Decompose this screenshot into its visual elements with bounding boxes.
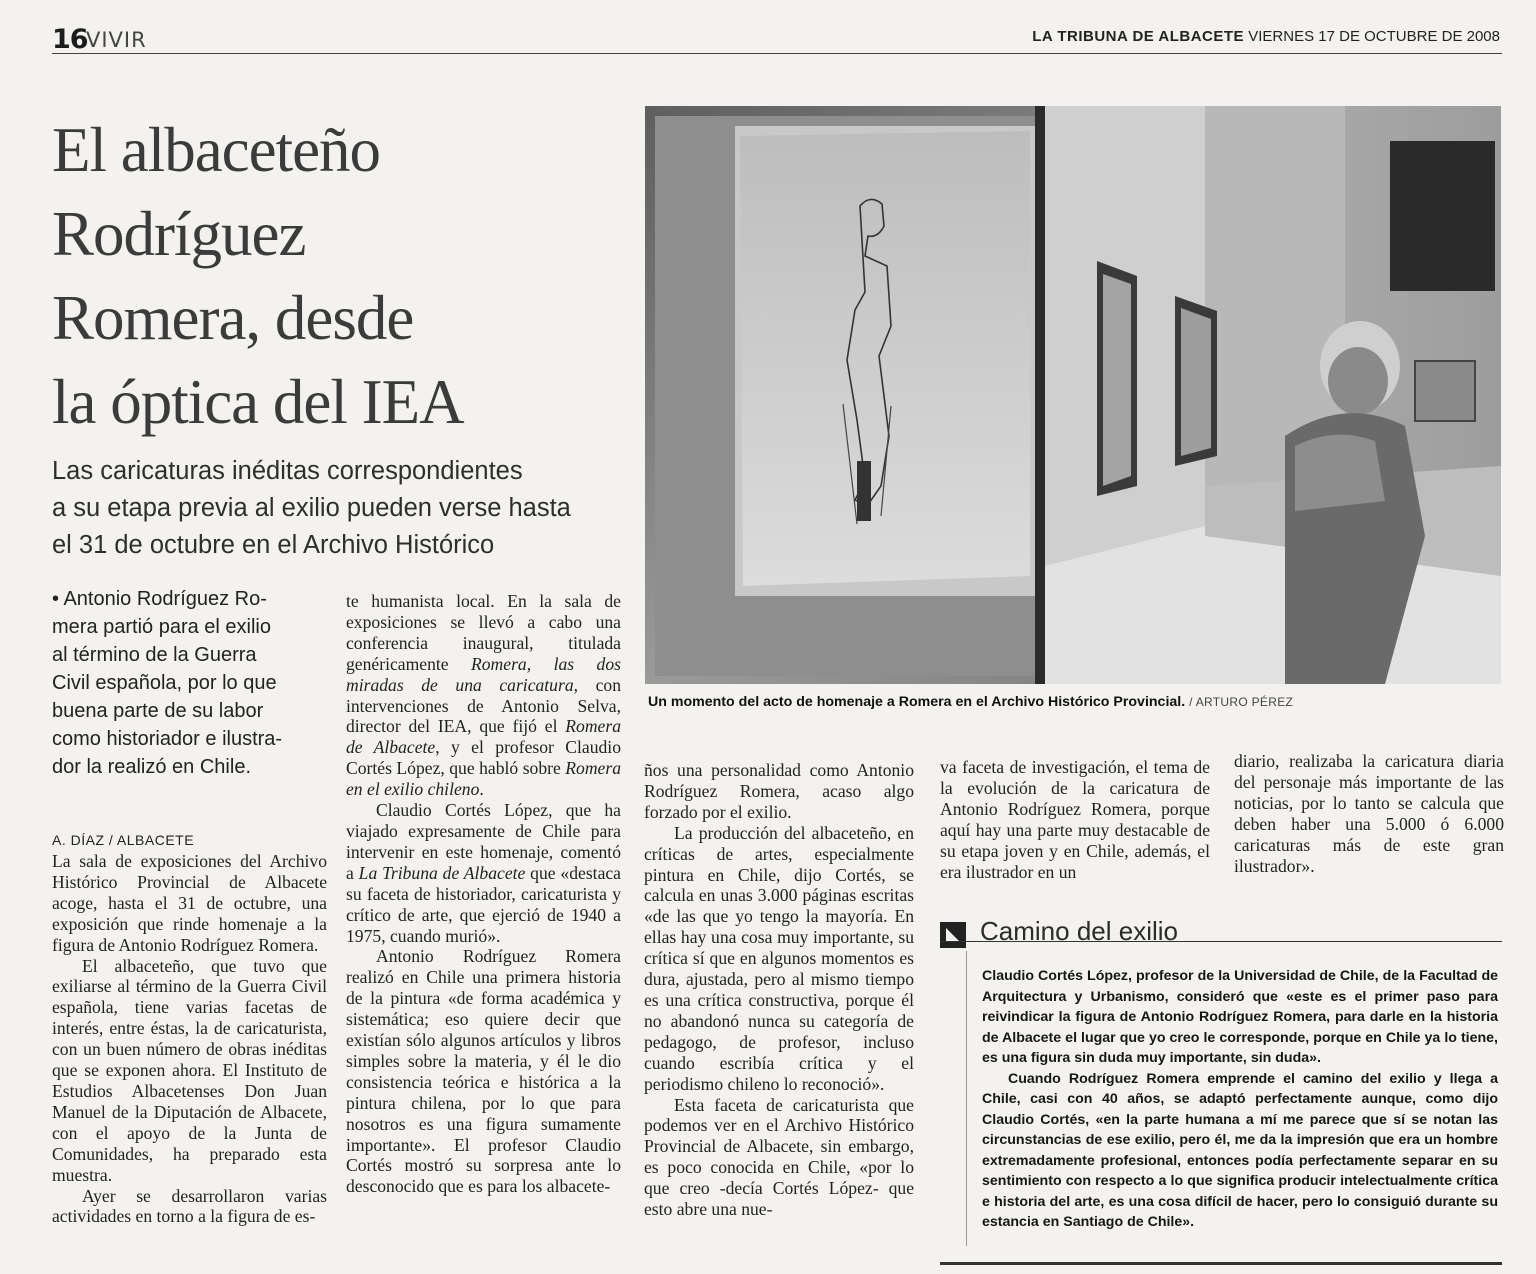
newspaper-name: LA TRIBUNA DE ALBACETE	[1032, 28, 1245, 45]
sidebar-paragraph: Claudio Cortés López, profesor de la Universidad de Chile, de la Facultad de Arquitectura y Urbanismo, consideró que «este es el primer paso para reivindicar la figura de Antonio Rodríguez Romera, para darle en la historia de Albacete el lugar que yo creo le corresponde, porque en Chile ya lo tiene, es una figura sin duda muy importante, sin duda».	[982, 968, 1498, 1066]
caption-text: Un momento del acto de homenaje a Romera en el Archivo Histórico Provincial.	[648, 694, 1186, 710]
paragraph: va faceta de investigación, el tema de la evolución de la caricatura de Antonio Rodríguez Romera, porque aquí hay una parte muy destacable de su etapa joven y en Chile, además, el era ilustrador en un	[940, 757, 1210, 882]
paragraph: te humanista local. En la sala de exposiciones se llevó a cabo una conferencia inaugural, titulada genéricamente Romera, las dos miradas de una caricatura, con intervenciones de Antonio Selva, director del IEA, que fijó el Romera de Albacete, y el profesor Claudio Cortés López, que habló sobre Romera en el exilio chileno.	[346, 591, 622, 800]
bullet-line: Civil española, por lo que	[52, 672, 277, 694]
sidebar-text	[982, 966, 1498, 1233]
paragraph: Claudio Cortés López, que ha viajado expresamente de Chile para intervenir en este homenaje, comentó a La Tribuna de Albacete que «destaca su faceta de historiador, caricaturista y crítico de arte, que ejerció de 1940 a 1975, cuando murió».	[346, 800, 621, 946]
paragraph: Ayer se desarrollaron varias actividades en torno a la figura de es-	[52, 1185, 327, 1227]
bottom-rule	[940, 1262, 1502, 1265]
bullet-line: al término de la Guerra	[52, 644, 257, 666]
photo-graphic	[645, 106, 1501, 684]
sidebar-paragraph: Cuando Rodríguez Romera emprende el camino del exilio y llega a Chile, casi con 40 años, se adaptó perfectamente aunque, como dijo Claudio Cortés, «en la parte humana a mí me parece que sí se notan las circunstancias de ese exilio, pero él, me da la impresión que era un hombre extremadamente profesional, entonces podía perfectamente separar en su sentimiento con respecto a lo que significa producir intelectualmente crítica e historia del arte, es una cosa difícil de hacer, pero lo consiguió durante su estancia en Santiago de Chile».	[982, 1070, 1498, 1230]
bullet-line: dor la realizó en Chile.	[52, 756, 251, 778]
italic-title: Romera en el exilio chileno	[346, 758, 621, 800]
section-name: VIVIR	[86, 28, 147, 52]
paragraph: La producción del albaceteño, en críticas de artes, especialmente pintura en Chile, dijo Cortés, se calcula en unas 3.000 páginas escritas «de las que yo tengo la mayoría. En ellas hay una cosa muy importante, su crítica sí que en algunos momentos es dura, ajustada, pero al mismo tiempo es una crítica constructiva, porque él no abandonó nunca su categoría de pedagogo, de profesor, incluso cuando escribía crítica y el periodismo chileno lo reconoció».	[644, 822, 914, 1094]
italic-title: Romera, las dos miradas de una caricatura	[346, 653, 621, 695]
paragraph: La sala de exposiciones del Archivo Histórico Provincial de Albacete acoge, hasta el 31 de octubre, una exposición que rinde homenaje a la figura de Antonio Rodríguez Romera.	[52, 851, 327, 955]
sidebar-bullet-icon	[940, 922, 966, 948]
paragraph: Esta faceta de caricaturista que podemos ver en el Archivo Histórico Provincial de Albacete, sin embargo, es poco conocida en Chile, «por lo que creo -decía Cortés López- que esto abre una nue-	[644, 1094, 914, 1220]
headline-line: El albaceteño	[52, 115, 381, 185]
bullet-line: como historiador e ilustra-	[52, 728, 283, 750]
italic-title: Romera de Albacete	[346, 716, 621, 758]
page-number: 16	[52, 24, 88, 55]
subheadline-line: el 31 de octubre en el Archivo Histórico	[52, 531, 495, 559]
paragraph: El albaceteño, que tuvo que exiliarse al término de la Guerra Civil española, tiene varias facetas de interés, entre éstas, la de caricaturista, con un buen número de obras inéditas que se exponen ahora. El Instituto de Estudios Albacetenses Don Juan Manuel de la Diputación de Albacete, con el apoyo de la Junta de Comunidades, ha preparado esta muestra.	[52, 955, 327, 1185]
issue-date: VIERNES 17 DE OCTUBRE DE 2008	[1248, 28, 1500, 45]
masthead	[1032, 28, 1500, 45]
body-column-2	[346, 591, 621, 1197]
body-column-4	[940, 757, 1210, 882]
photo-credit: / ARTURO PÉREZ	[1189, 695, 1294, 709]
bullet-line: buena parte de su labor	[52, 700, 264, 722]
photo-caption	[648, 694, 1293, 710]
headline-line: Romera, desde	[52, 283, 414, 353]
headline-line: la óptica del IEA	[52, 367, 464, 437]
body-column-1	[52, 851, 327, 1227]
subheadline-line: Las caricaturas inéditas correspondientes	[52, 457, 523, 485]
italic-newspaper-name: La Tribuna de Albacete	[358, 862, 526, 883]
paragraph: ños una personalidad como Antonio Rodríguez Romera, acaso algo forzado por el exilio.	[644, 760, 914, 822]
subheadline-line: a su etapa previa al exilio pueden verse hasta	[52, 494, 571, 522]
paragraph: diario, realizaba la caricatura diaria del personaje más importante de las noticias, por lo tanto se calcula que deben haber una 5.000 ó 6.000 caricaturas más de este gran ilustrador».	[1234, 751, 1504, 876]
subheadline	[52, 453, 632, 564]
header-rule	[52, 53, 1502, 54]
body-column-5	[1234, 751, 1504, 876]
sidebar-rule	[940, 941, 1502, 942]
body-column-3	[644, 760, 914, 1220]
bullet-line: • Antonio Rodríguez Ro-	[52, 588, 267, 610]
byline: A. DÍAZ / ALBACETE	[52, 832, 195, 848]
exhibition-photo	[645, 106, 1501, 684]
sidebar-title: Camino del exilio	[980, 916, 1178, 946]
bullet-line: mera partió para el exilio	[52, 616, 271, 638]
summary-bullet	[52, 585, 317, 781]
paragraph: Antonio Rodríguez Romera realizó en Chile una primera historia de la pintura «de forma académica y sistemática; eso quiere decir que existían sólo algunos artículos y libros simples sobre la materia, y él le dio consistencia teórica e histórica a la pintura chilena, por lo que para nosotros es una figura sumamente importante». El profesor Claudio Cortés mostró su sorpresa ante lo desconocido que es para los albacete-	[346, 946, 621, 1197]
headline-line: Rodríguez	[52, 199, 306, 269]
headline	[52, 108, 652, 444]
